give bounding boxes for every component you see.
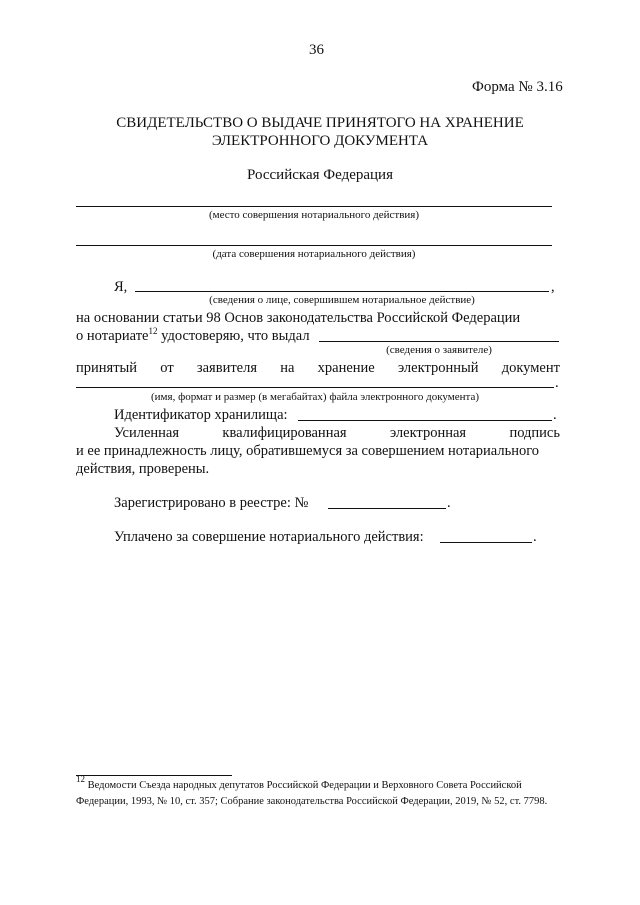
notariate-text: о нотариате <box>76 328 149 344</box>
notary-field-line[interactable] <box>135 291 549 292</box>
file-period: . <box>555 375 559 391</box>
country-name: Российская Федерация <box>247 167 393 183</box>
accepted-word: на <box>280 360 295 376</box>
place-field-line[interactable] <box>76 206 552 207</box>
notary-comma: , <box>551 279 555 295</box>
document-title-line-1: СВИДЕТЕЛЬСТВО О ВЫДАЧЕ ПРИНЯТОГО НА ХРАНЕНИЕ <box>116 115 524 131</box>
person-caption: (сведения о лице, совершившем нотариальное действие) <box>209 294 475 306</box>
certify-line <box>76 327 310 345</box>
form-label: Форма № 3.16 <box>472 79 563 95</box>
file-field-line[interactable] <box>76 387 554 388</box>
place-caption: (место совершения нотариального действия) <box>208 209 420 221</box>
document-title-line-2: ЭЛЕКТРОННОГО ДОКУМЕНТА <box>211 133 429 149</box>
footnote-reference: 12 <box>148 326 158 336</box>
date-field-line[interactable] <box>76 245 552 246</box>
signature-word: квалифицированная <box>222 425 347 441</box>
signature-word: Усиленная <box>114 425 180 441</box>
issued-to-field-line[interactable] <box>319 341 559 342</box>
registry-period: . <box>447 495 451 511</box>
signature-word: подпись <box>509 425 560 441</box>
signature-line-3: действия, проверены. <box>76 461 210 477</box>
footnote-line-2: Федерации, 1993, № 10, ст. 357; Собрание законодательства Российской Федерации, 2019, № 52, ст. 7798. <box>76 796 548 807</box>
certify-text: удостоверяю, что выдал <box>161 328 310 344</box>
footnote-line-1 <box>76 774 522 793</box>
page-number: 36 <box>309 42 324 58</box>
applicant-caption: (сведения о заявителе) <box>386 344 492 356</box>
storage-id-period: . <box>553 407 557 423</box>
storage-id-label: Идентификатор хранилища: <box>114 407 288 423</box>
accepted-word: принятый <box>76 360 138 376</box>
footnote-number: 12 <box>76 774 85 784</box>
footnote-text-1: Ведомости Съезда народных депутатов Российской Федерации и Верховного Совета Российской <box>87 780 522 791</box>
accepted-word: документ <box>501 360 560 376</box>
paid-amount-field-line[interactable] <box>440 542 532 543</box>
paid-label: Уплачено за совершение нотариального действия: <box>114 529 424 545</box>
date-caption: (дата совершения нотариального действия) <box>212 248 416 260</box>
footnote-separator <box>76 775 232 776</box>
signature-word: электронная <box>389 425 467 441</box>
basis-line: на основании статьи 98 Основ законодательства Российской Федерации <box>76 310 521 326</box>
registry-number-field-line[interactable] <box>328 508 446 509</box>
paid-period: . <box>533 529 537 545</box>
accepted-word: от <box>160 360 174 376</box>
storage-id-field-line[interactable] <box>298 420 552 421</box>
accepted-word: заявителя <box>196 360 258 376</box>
signature-row <box>114 424 560 442</box>
accepted-row <box>76 359 560 377</box>
registry-label: Зарегистрировано в реестре: № <box>114 495 309 511</box>
file-caption: (имя, формат и размер (в мегабайтах) файла электронного документа) <box>151 391 479 403</box>
ya-label: Я, <box>114 279 128 295</box>
accepted-word: электронный <box>397 360 479 376</box>
signature-line-2: и ее принадлежность лицу, обратившемуся за совершением нотариального <box>76 443 540 459</box>
accepted-word: хранение <box>317 360 375 376</box>
